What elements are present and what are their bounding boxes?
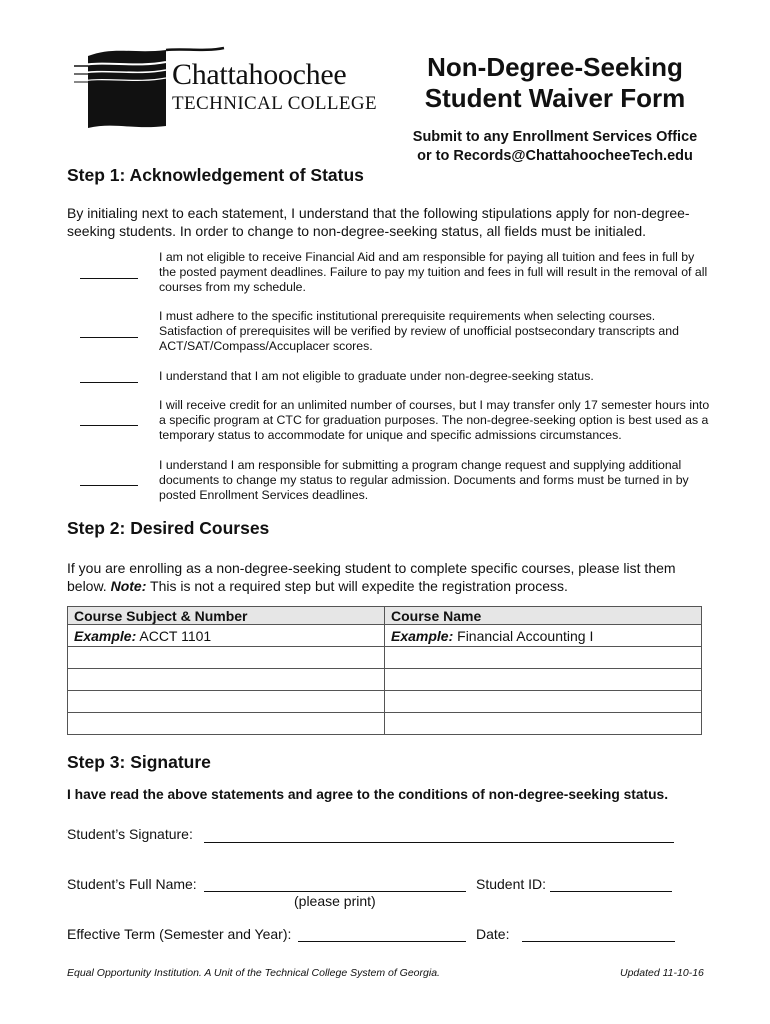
full-name-field[interactable] — [204, 891, 466, 892]
date-field[interactable] — [522, 941, 675, 942]
step1-heading: Step 1: Acknowledgement of Status — [67, 165, 364, 185]
table-row-example — [68, 625, 702, 647]
table-row — [68, 669, 702, 691]
statement-4: I will receive credit for an unlimited number of courses, but I may transfer only 17 semester hours into a specific program at CTC for graduation purposes. The non-degree-seeking option is best used as a temporary status to accommodate for unique and specific admissions circumstances. — [159, 398, 710, 443]
course-table — [67, 606, 702, 735]
signature-field[interactable] — [204, 842, 674, 843]
course-name-cell[interactable] — [385, 691, 702, 713]
table-row — [68, 647, 702, 669]
agreement-statement: I have read the above statements and agree to the conditions of non-degree-seeking status. — [67, 787, 669, 802]
table-header-row — [68, 607, 702, 625]
course-subject-cell[interactable] — [68, 647, 385, 669]
col-header-subject: Course Subject & Number — [68, 607, 385, 625]
initial-line-3[interactable] — [80, 382, 138, 383]
step2-note-label: Note: — [110, 578, 147, 594]
step2-note-text: This is not a required step but will expedite the registration process. — [146, 578, 568, 594]
step2-intro-text: If you are enrolling as a non-degree-seeking student to complete specific courses, please list them below. — [67, 560, 676, 594]
please-print-hint: (please print) — [294, 893, 376, 909]
example-course-name: Financial Accounting I — [453, 627, 594, 644]
step3-heading: Step 3: Signature — [67, 752, 211, 772]
statement-3: I understand that I am not eligible to graduate under non-degree-seeking status. — [159, 369, 594, 383]
step1-intro: By initialing next to each statement, I understand that the following stipulations apply for non-degree-seeking students. In order to change to non-degree-seeking status, all fields must be initialed. — [67, 205, 690, 239]
example-name-cell — [385, 625, 702, 647]
initial-line-4[interactable] — [80, 425, 138, 426]
effective-term-field[interactable] — [298, 941, 466, 942]
signature-label: Student’s Signature: — [67, 826, 193, 842]
example-subject: ACCT 1101 — [136, 627, 212, 644]
statement-5: I understand I am responsible for submitting a program change request and supplying additional documents to change my status to regular admission. Documents and forms must be turned in by posted Enrollment Services deadlines. — [159, 458, 689, 503]
course-name-cell[interactable] — [385, 647, 702, 669]
example-label: Example: — [74, 627, 137, 644]
example-label: Example: — [391, 627, 454, 644]
initial-line-1[interactable] — [80, 278, 138, 279]
submit-info-line1: Submit to any Enrollment Services Office — [412, 129, 698, 145]
step2-heading: Step 2: Desired Courses — [67, 518, 270, 538]
footer-updated: Updated 11-10-16 — [620, 967, 704, 979]
logo-name: Chattahoochee — [172, 58, 347, 91]
step2-intro — [67, 559, 707, 595]
form-title — [390, 52, 720, 114]
table-row — [68, 713, 702, 735]
course-name-cell[interactable] — [385, 669, 702, 691]
submit-info — [390, 128, 720, 166]
form-title-line2: Student Waiver Form — [424, 83, 686, 113]
date-label: Date: — [476, 926, 510, 942]
submit-info-line2: or to Records@ChattahoocheeTech.edu — [417, 148, 693, 164]
logo-subtitle: TECHNICAL COLLEGE — [172, 93, 378, 114]
table-row — [68, 691, 702, 713]
course-subject-cell[interactable] — [68, 669, 385, 691]
student-id-field[interactable] — [550, 891, 672, 892]
initial-line-5[interactable] — [80, 485, 138, 486]
full-name-label: Student’s Full Name: — [67, 876, 197, 892]
statement-1: I am not eligible to receive Financial Aid and am responsible for paying all tuition and fees in full by the posted payment deadlines. Failure to pay my tuition and fees in full will result in the removal of all courses from my schedule. — [159, 250, 708, 295]
statement-2: I must adhere to the specific institutional prerequisite requirements when selecting courses. Satisfaction of prerequisites will be verified by review of unofficial postsecondary transcripts and ACT/SAT/Compass/Accuplacer scores. — [159, 309, 679, 354]
footer-disclaimer: Equal Opportunity Institution. A Unit of the Technical College System of Georgia. — [67, 967, 440, 979]
student-id-label: Student ID: — [476, 876, 547, 892]
initial-line-2[interactable] — [80, 337, 138, 338]
example-subject-cell — [68, 625, 385, 647]
form-title-line1: Non-Degree-Seeking — [427, 52, 683, 82]
course-subject-cell[interactable] — [68, 713, 385, 735]
col-header-name: Course Name — [385, 607, 702, 625]
effective-term-label: Effective Term (Semester and Year): — [67, 926, 292, 942]
course-name-cell[interactable] — [385, 713, 702, 735]
course-subject-cell[interactable] — [68, 691, 385, 713]
